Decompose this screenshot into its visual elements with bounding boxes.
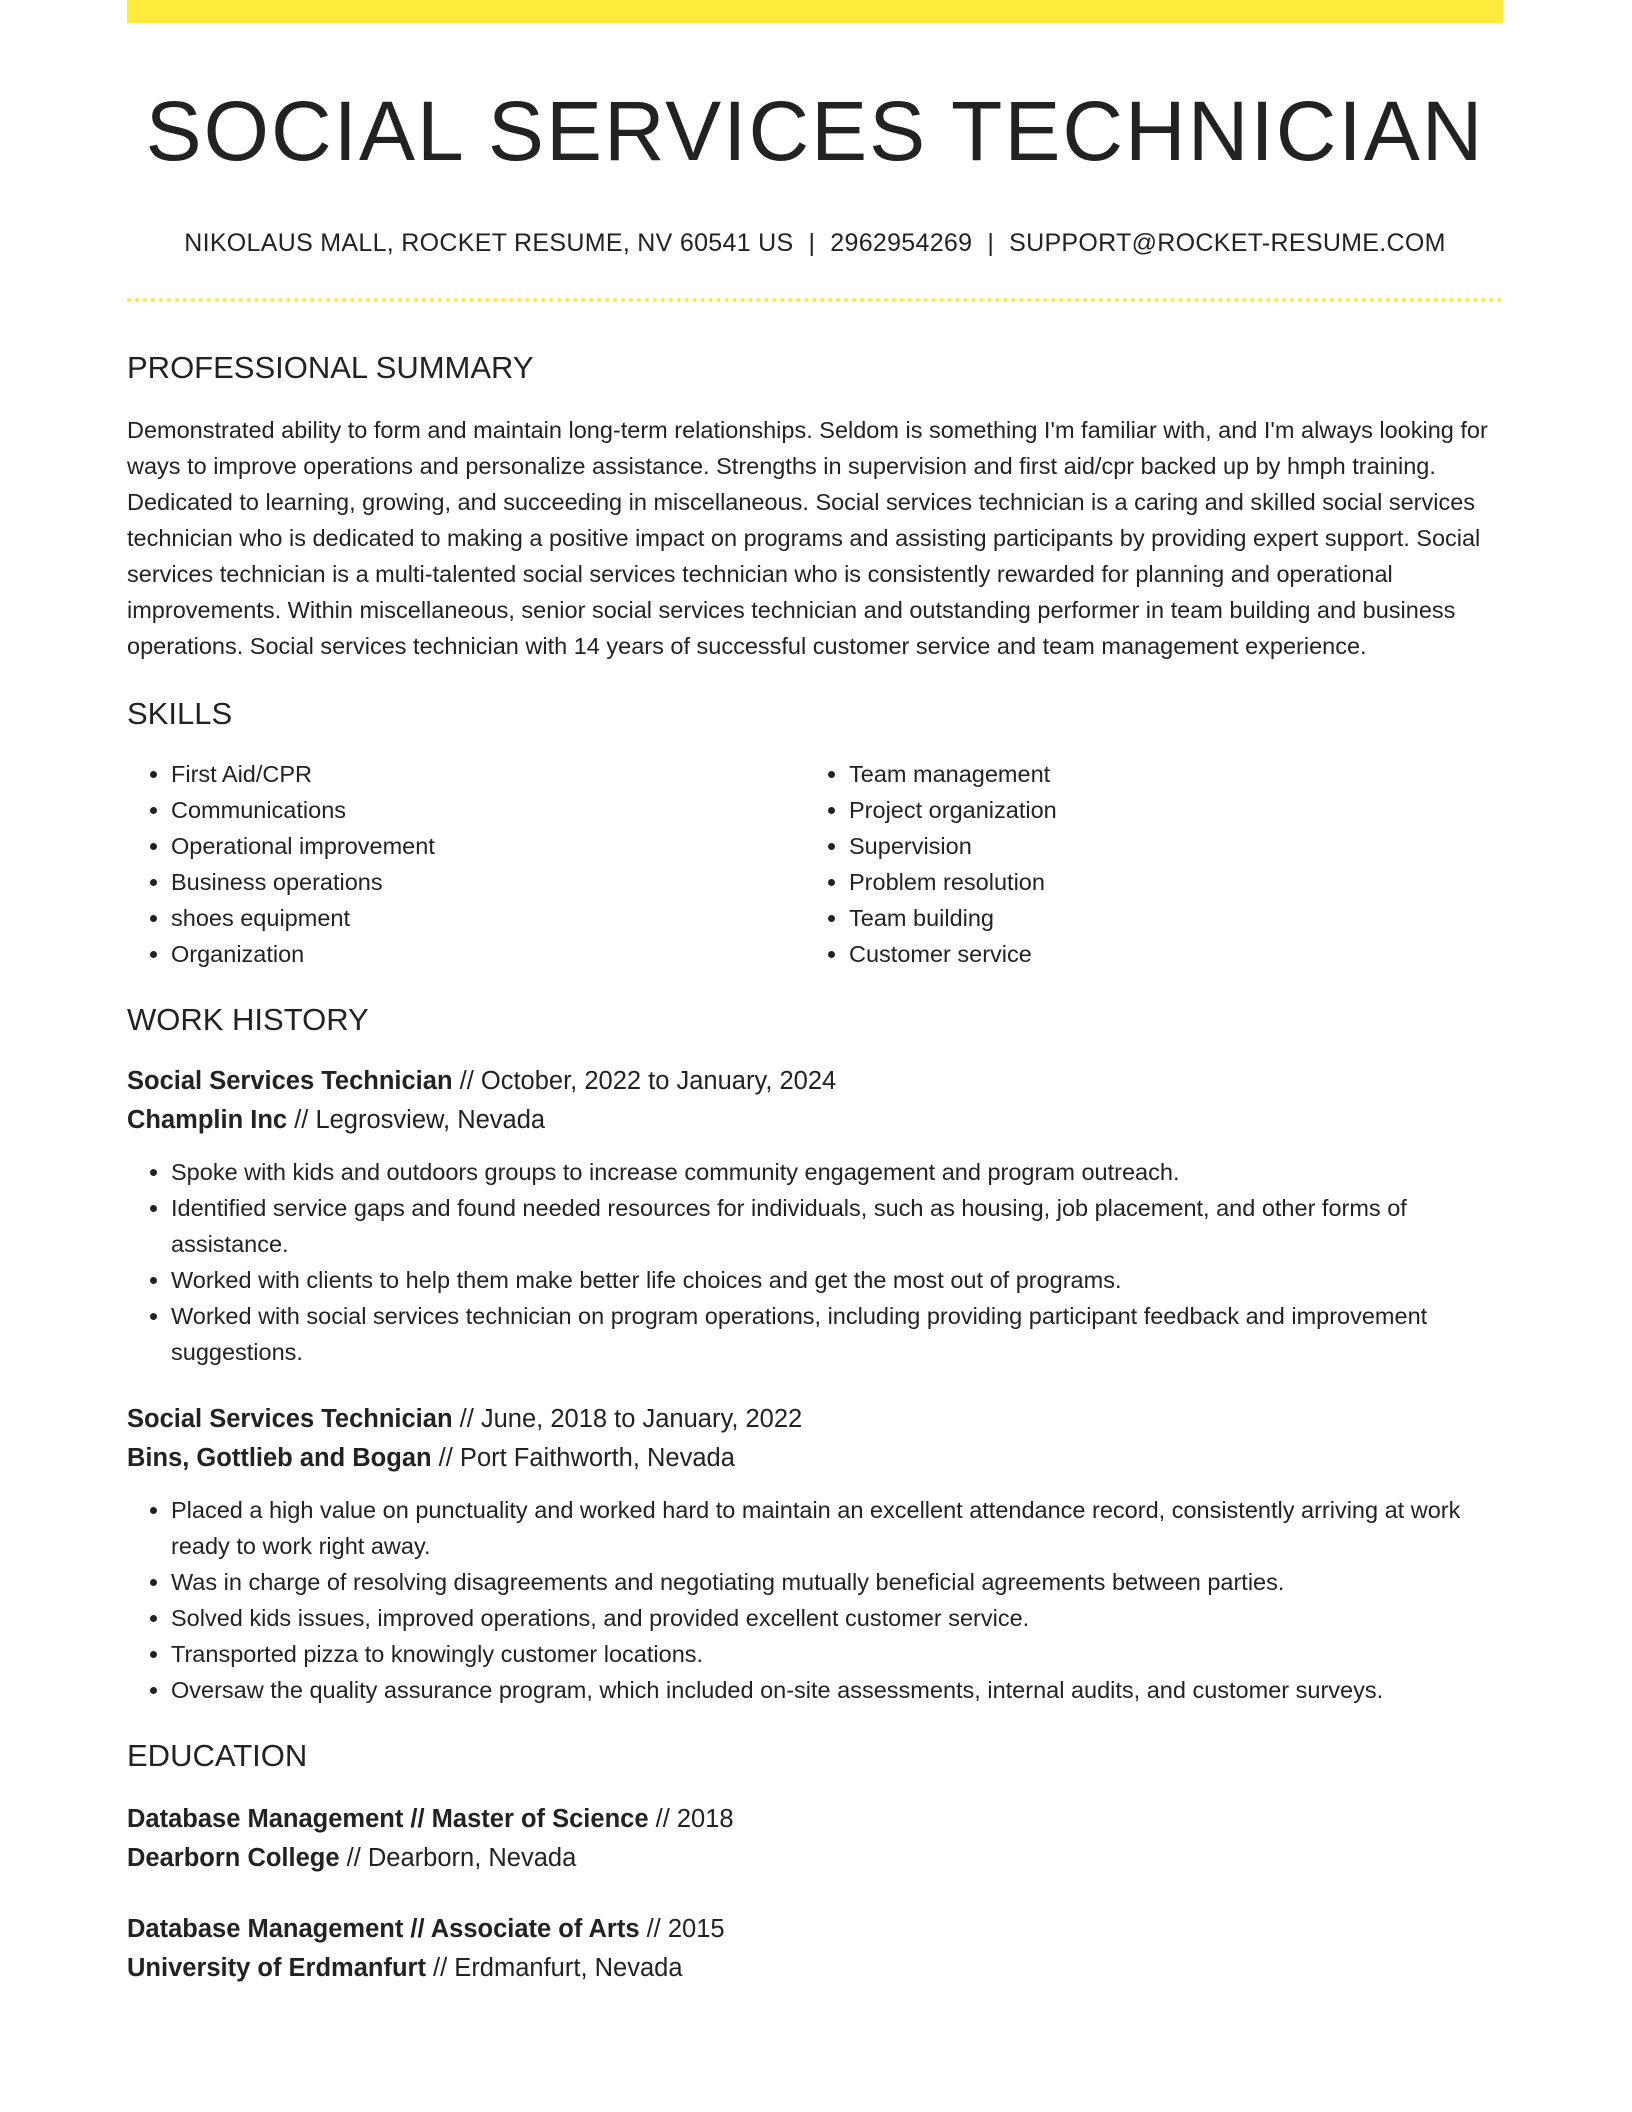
education-degree: Database Management // Associate of Arts	[127, 1915, 640, 1944]
education-year: // 2015	[639, 1915, 725, 1944]
job-bullet: • Worked with social services technician on program operations, including providing participant feedback and improvement suggestions.	[171, 1298, 1503, 1370]
job-bullet: • Was in charge of resolving disagreements and negotiating mutually beneficial agreements between parties.	[171, 1564, 1503, 1600]
skill-item: • Supervision	[849, 828, 1483, 864]
top-accent-bar	[127, 0, 1503, 23]
contact-address: NIKOLAUS MALL, ROCKET RESUME, NV 60541 US	[184, 229, 794, 258]
job-bullet: • Worked with clients to help them make better life choices and get the most out of programs.	[171, 1262, 1503, 1298]
job-bullet: • Oversaw the quality assurance program, which included on-site assessments, internal audits, and customer surveys.	[171, 1672, 1503, 1708]
job-role-line	[127, 1062, 1503, 1101]
education-entry	[127, 1910, 1503, 1988]
skills-column-left	[127, 756, 805, 972]
education-degree-line	[127, 1910, 1503, 1949]
job-company-line	[127, 1101, 1503, 1140]
job-entry	[127, 1400, 1503, 1708]
skill-item: • Customer service	[849, 936, 1483, 972]
skills-column-right	[805, 756, 1483, 972]
skill-item: • Problem resolution	[849, 864, 1483, 900]
job-bullet: • Solved kids issues, improved operations, and provided excellent customer service.	[171, 1600, 1503, 1636]
education-school-line	[127, 1839, 1503, 1878]
job-location: // Legrosview, Nevada	[287, 1106, 546, 1135]
education-heading: EDUCATION	[127, 1738, 308, 1774]
education-entry	[127, 1800, 1503, 1878]
skill-item: • Organization	[171, 936, 805, 972]
job-role-line	[127, 1400, 1503, 1439]
education-degree: Database Management // Master of Science	[127, 1805, 649, 1834]
contact-phone: 2962954269	[830, 229, 973, 258]
job-bullets	[127, 1492, 1503, 1708]
job-company-line	[127, 1439, 1503, 1478]
skill-item: • shoes equipment	[171, 900, 805, 936]
skill-item: • Team building	[849, 900, 1483, 936]
contact-separator: |	[808, 229, 816, 258]
job-role: Social Services Technician	[127, 1067, 453, 1096]
job-dates: // June, 2018 to January, 2022	[452, 1405, 803, 1434]
work-history-heading: WORK HISTORY	[127, 1002, 369, 1038]
education-location: // Dearborn, Nevada	[339, 1844, 577, 1873]
job-bullet: • Transported pizza to knowingly customer locations.	[171, 1636, 1503, 1672]
resume-page	[127, 0, 1503, 1988]
summary-text: Demonstrated ability to form and maintain long-term relationships. Seldom is something I'm familiar with, and I'm always looking for ways to improve operations and personalize assistance. Strengths in supervision and first aid/cpr backed up by hmph training. Dedicated to learning, growing, and succeeding in miscellaneous. Social services technician is a caring and skilled social services technician who is dedicated to making a positive impact on programs and assisting participants by providing expert support. Social services technician is a multi-talented social services technician who is consistently rewarded for planning and operational improvements. Within miscellaneous, senior social services technician and outstanding performer in team building and business operations. Social services technician with 14 years of successful customer service and team management experience.	[127, 417, 1488, 660]
skills-heading: SKILLS	[127, 696, 233, 732]
candidate-title: SOCIAL SERVICES TECHNICIAN	[145, 84, 1485, 178]
contact-email: SUPPORT@ROCKET-RESUME.COM	[1009, 229, 1446, 258]
job-company: Bins, Gottlieb and Bogan	[127, 1444, 432, 1473]
education-location: // Erdmanfurt, Nevada	[425, 1954, 683, 1983]
job-bullet: • Spoke with kids and outdoors groups to increase community engagement and program outreach.	[171, 1154, 1503, 1190]
skill-item: • Business operations	[171, 864, 805, 900]
skill-item: • Team management	[849, 756, 1483, 792]
job-bullet: • Identified service gaps and found needed resources for individuals, such as housing, job placement, and other forms of assistance.	[171, 1190, 1503, 1262]
education-school: University of Erdmanfurt	[127, 1954, 426, 1983]
education-degree-line	[127, 1800, 1503, 1839]
header-divider	[127, 298, 1503, 302]
skills-list	[127, 756, 1503, 972]
job-dates: // October, 2022 to January, 2024	[452, 1067, 837, 1096]
education-school-line	[127, 1949, 1503, 1988]
skill-item: • Communications	[171, 792, 805, 828]
contact-separator: |	[987, 229, 995, 258]
summary-heading: PROFESSIONAL SUMMARY	[127, 350, 534, 386]
contact-line	[127, 229, 1503, 258]
job-company: Champlin Inc	[127, 1106, 288, 1135]
job-bullet: • Placed a high value on punctuality and worked hard to maintain an excellent attendance record, consistently arriving at work ready to work right away.	[171, 1492, 1503, 1564]
education-school: Dearborn College	[127, 1844, 340, 1873]
job-entry	[127, 1062, 1503, 1370]
skill-item: • First Aid/CPR	[171, 756, 805, 792]
job-bullets	[127, 1154, 1503, 1370]
job-location: // Port Faithworth, Nevada	[431, 1444, 735, 1473]
skill-item: • Project organization	[849, 792, 1483, 828]
education-year: // 2018	[648, 1805, 734, 1834]
skill-item: • Operational improvement	[171, 828, 805, 864]
job-role: Social Services Technician	[127, 1405, 453, 1434]
